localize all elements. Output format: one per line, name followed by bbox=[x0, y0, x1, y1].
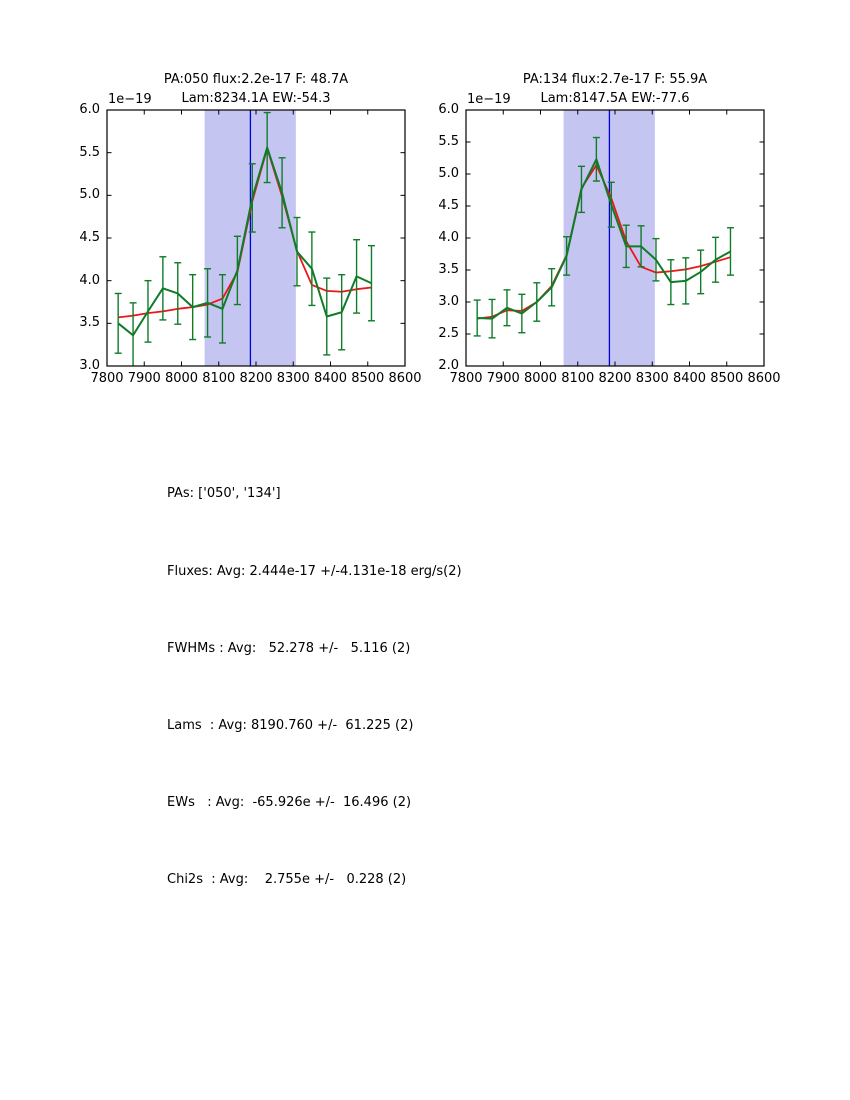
plot-area bbox=[465, 109, 765, 367]
x-tick-label: 8000 bbox=[523, 371, 558, 386]
x-tick-label: 8300 bbox=[635, 371, 669, 386]
y-tick-label: 5.5 bbox=[79, 144, 100, 160]
y-tick-label: 3.0 bbox=[79, 358, 100, 373]
y-tick-label: 3.0 bbox=[438, 294, 459, 309]
x-tick-label: 8300 bbox=[276, 371, 310, 386]
summary-line-chi2s: Chi2s : Avg: 2.755e +/- 0.228 (2) bbox=[167, 871, 407, 887]
y-tick-label: 6.0 bbox=[79, 102, 100, 117]
y-axis-offset-label: 1e−19 bbox=[467, 92, 511, 107]
summary-line-fluxes: Fluxes: Avg: 2.444e-17 +/-4.131e-18 erg/s(2) bbox=[167, 563, 462, 579]
summary-line-ews: EWs : Avg: -65.926e +/- 16.496 (2) bbox=[167, 794, 412, 810]
plot-title-line2: Lam:8234.1A EW:-54.3 bbox=[181, 90, 331, 106]
x-tick-label: 7800 bbox=[90, 371, 124, 386]
plot-title-line2: Lam:8147.5A EW:-77.6 bbox=[540, 90, 690, 106]
x-tick-label: 8600 bbox=[388, 371, 422, 386]
x-tick-label: 8400 bbox=[313, 371, 348, 386]
summary-line-fwhms: FWHMs : Avg: 52.278 +/- 5.116 (2) bbox=[167, 640, 411, 656]
y-tick-label: 5.5 bbox=[438, 134, 459, 149]
x-tick-label: 8000 bbox=[164, 371, 199, 386]
x-tick-label: 8400 bbox=[672, 371, 707, 386]
summary-text-block bbox=[167, 430, 462, 944]
plot-title-line1: PA:050 flux:2.2e-17 F: 48.7A bbox=[163, 72, 349, 87]
y-tick-label: 4.5 bbox=[438, 198, 459, 213]
x-tick-label: 8200 bbox=[239, 371, 273, 386]
y-tick-label: 4.0 bbox=[79, 272, 100, 288]
x-tick-label: 8100 bbox=[202, 371, 236, 386]
y-tick-label: 3.5 bbox=[79, 315, 100, 331]
x-tick-label: 8500 bbox=[710, 371, 744, 386]
y-tick-label: 4.0 bbox=[438, 230, 459, 245]
x-tick-label: 7900 bbox=[127, 371, 161, 386]
plot-title-line1: PA:134 flux:2.7e-17 F: 55.9A bbox=[522, 72, 708, 87]
y-tick-label: 5.0 bbox=[79, 187, 100, 203]
y-tick-label: 3.5 bbox=[438, 262, 459, 277]
x-tick-label: 8500 bbox=[351, 371, 385, 386]
x-tick-label: 8600 bbox=[747, 371, 781, 386]
x-tick-label: 7800 bbox=[449, 371, 483, 386]
y-tick-label: 4.5 bbox=[79, 230, 100, 245]
x-tick-label: 7900 bbox=[486, 371, 520, 386]
y-tick-label: 2.0 bbox=[438, 358, 459, 373]
summary-line-pas: PAs: ['050', '134'] bbox=[167, 486, 281, 502]
summary-line-lams: Lams : Avg: 8190.760 +/- 61.225 (2) bbox=[167, 717, 414, 733]
x-tick-label: 8100 bbox=[561, 371, 595, 386]
y-tick-label: 2.5 bbox=[438, 326, 459, 341]
y-axis-offset-label: 1e−19 bbox=[108, 92, 152, 107]
y-tick-label: 6.0 bbox=[438, 102, 459, 117]
x-tick-label: 8200 bbox=[598, 371, 632, 386]
y-tick-label: 5.0 bbox=[438, 166, 459, 181]
